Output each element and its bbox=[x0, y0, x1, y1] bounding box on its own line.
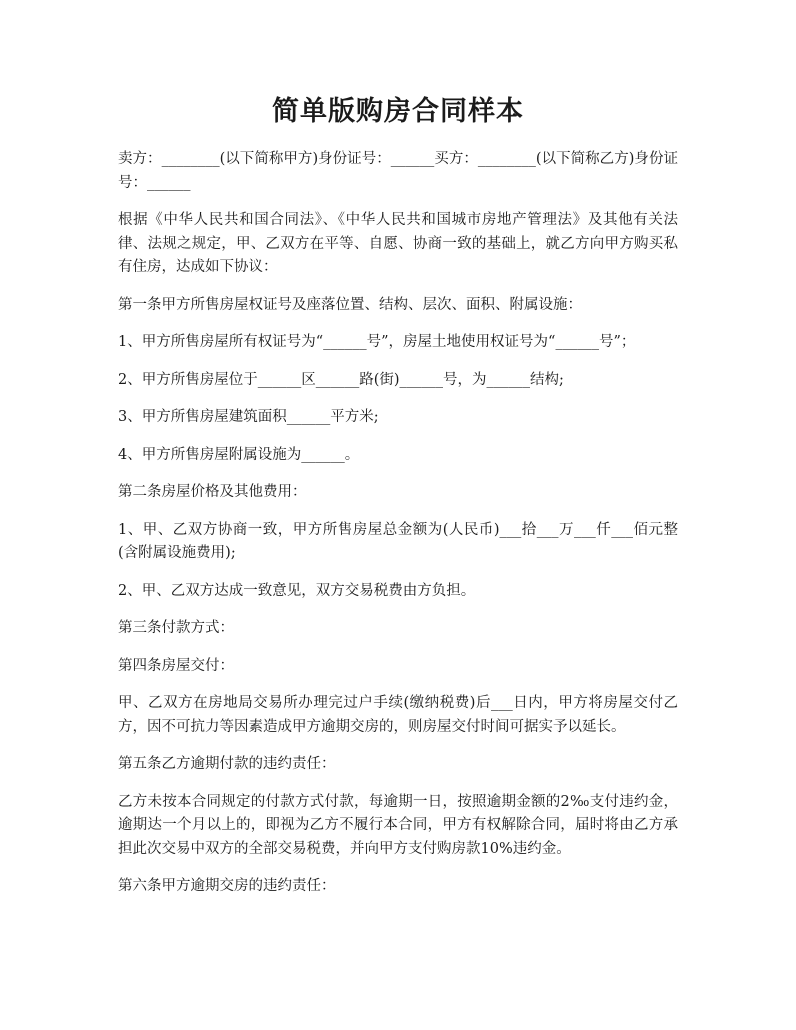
clause-1-item-3: 3、甲方所售房屋建筑面积______平方米; bbox=[118, 409, 379, 425]
clause-6-heading: 第六条甲方逾期交房的违约责任： bbox=[118, 878, 336, 894]
paragraph-parties: 卖方：________(以下简称甲方)身份证号：______买方：________(以下简称乙方)身份证号：______ bbox=[118, 151, 678, 191]
clause-4-heading: 第四条房屋交付： bbox=[118, 657, 234, 674]
clause-3-heading: 第三条付款方式： bbox=[118, 620, 234, 636]
paragraph-preamble: 根据《中华人民共和国合同法》、《中华人民共和国城市房地产管理法》及其他有关法律、法规之规定，甲、乙双方在平等、自愿、协商一致的基础上，就乙方向甲方购买私有住房，达成如下协议： bbox=[118, 212, 678, 275]
clause-5-body: 乙方未按本合同规定的付款方式付款，每逾期一日，按照逾期金额的2‰支付违约金，逾期达一个月以上的，即视为乙方不履行本合同，甲方有权解除合同，届时将由乙方承担此次交易中双方的全部交易税费，并向甲方支付购房款10%违约金。 bbox=[118, 793, 678, 857]
clause-1-heading: 第一条甲方所售房屋权证号及座落位置、结构、层次、面积、附属设施： bbox=[118, 296, 582, 313]
clause-1-item-2: 2、甲方所售房屋位于______区______路(街)______号，为______结构; bbox=[118, 371, 564, 388]
document-body bbox=[118, 148, 678, 913]
clause-5-heading: 第五条乙方逾期付款的违约责任： bbox=[118, 756, 336, 772]
clause-2-item-2: 2、甲、乙双方达成一致意见，双方交易税费由方负担。 bbox=[118, 582, 476, 599]
clause-1-item-4: 4、甲方所售房屋附属设施为______。 bbox=[118, 446, 360, 463]
document-title: 简单版购房合同样本 bbox=[272, 96, 524, 127]
clause-4-body: 甲、乙双方在房地局交易所办理完过户手续(缴纳税费)后___日内，甲方将房屋交付乙方，因不可抗力等因素造成甲方逾期交房的，则房屋交付时间可据实予以延长。 bbox=[118, 695, 678, 735]
clause-1-item-1: 1、甲方所售房屋所有权证号为“______号”，房屋土地使用权证号为“______号”； bbox=[118, 334, 636, 350]
clause-2-item-1: 1、甲、乙双方协商一致，甲方所售房屋总金额为(人民币)___拾___万___仟___佰元整(含附属设施费用); bbox=[118, 521, 678, 561]
clause-2-heading: 第二条房屋价格及其他费用： bbox=[118, 484, 307, 500]
